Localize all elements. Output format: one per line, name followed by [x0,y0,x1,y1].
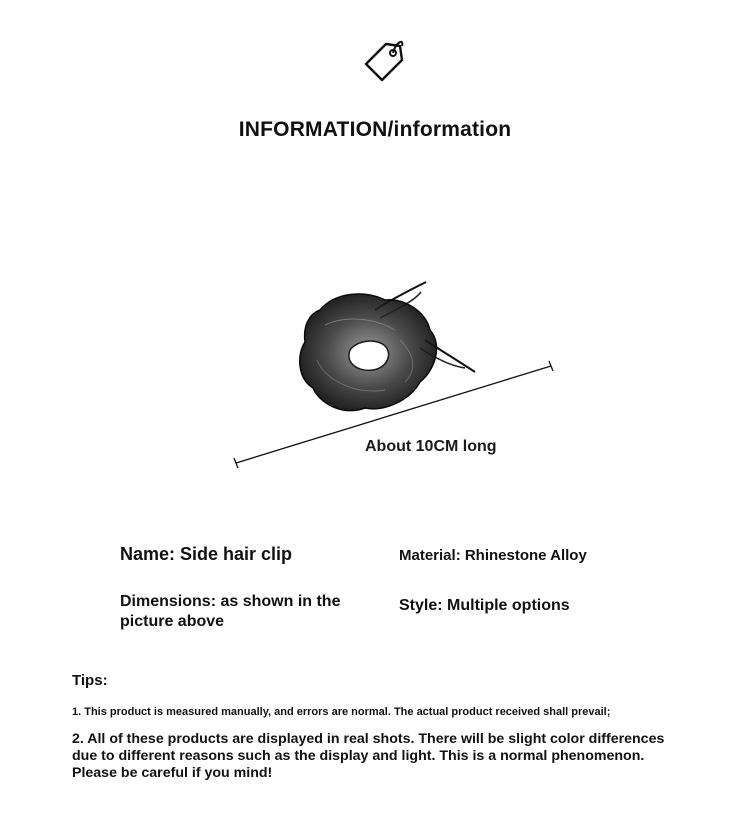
tips-title: Tips: [72,672,108,689]
spec-style: Style: Multiple options [399,597,570,614]
scrunchie-hole [349,341,389,370]
page-title: INFORMATION/information [238,118,512,141]
spec-dimensions: Dimensions: as shown in the picture above [120,593,341,630]
size-label: About 10CM long [365,438,497,455]
spec-material: Material: Rhinestone Alloy [399,547,587,564]
tip-item: 1. This product is measured manually, and errors are normal. The actual product received shall prevail; [72,706,611,718]
spec-name: Name: Side hair clip [120,544,293,564]
price-tag-icon [346,32,406,92]
tip-item: 2. All of these products are displayed in real shots. There will be slight color differences due to different reasons such as the display and light. This is a normal phenomenon. Please be careful if you mind! [72,731,665,781]
